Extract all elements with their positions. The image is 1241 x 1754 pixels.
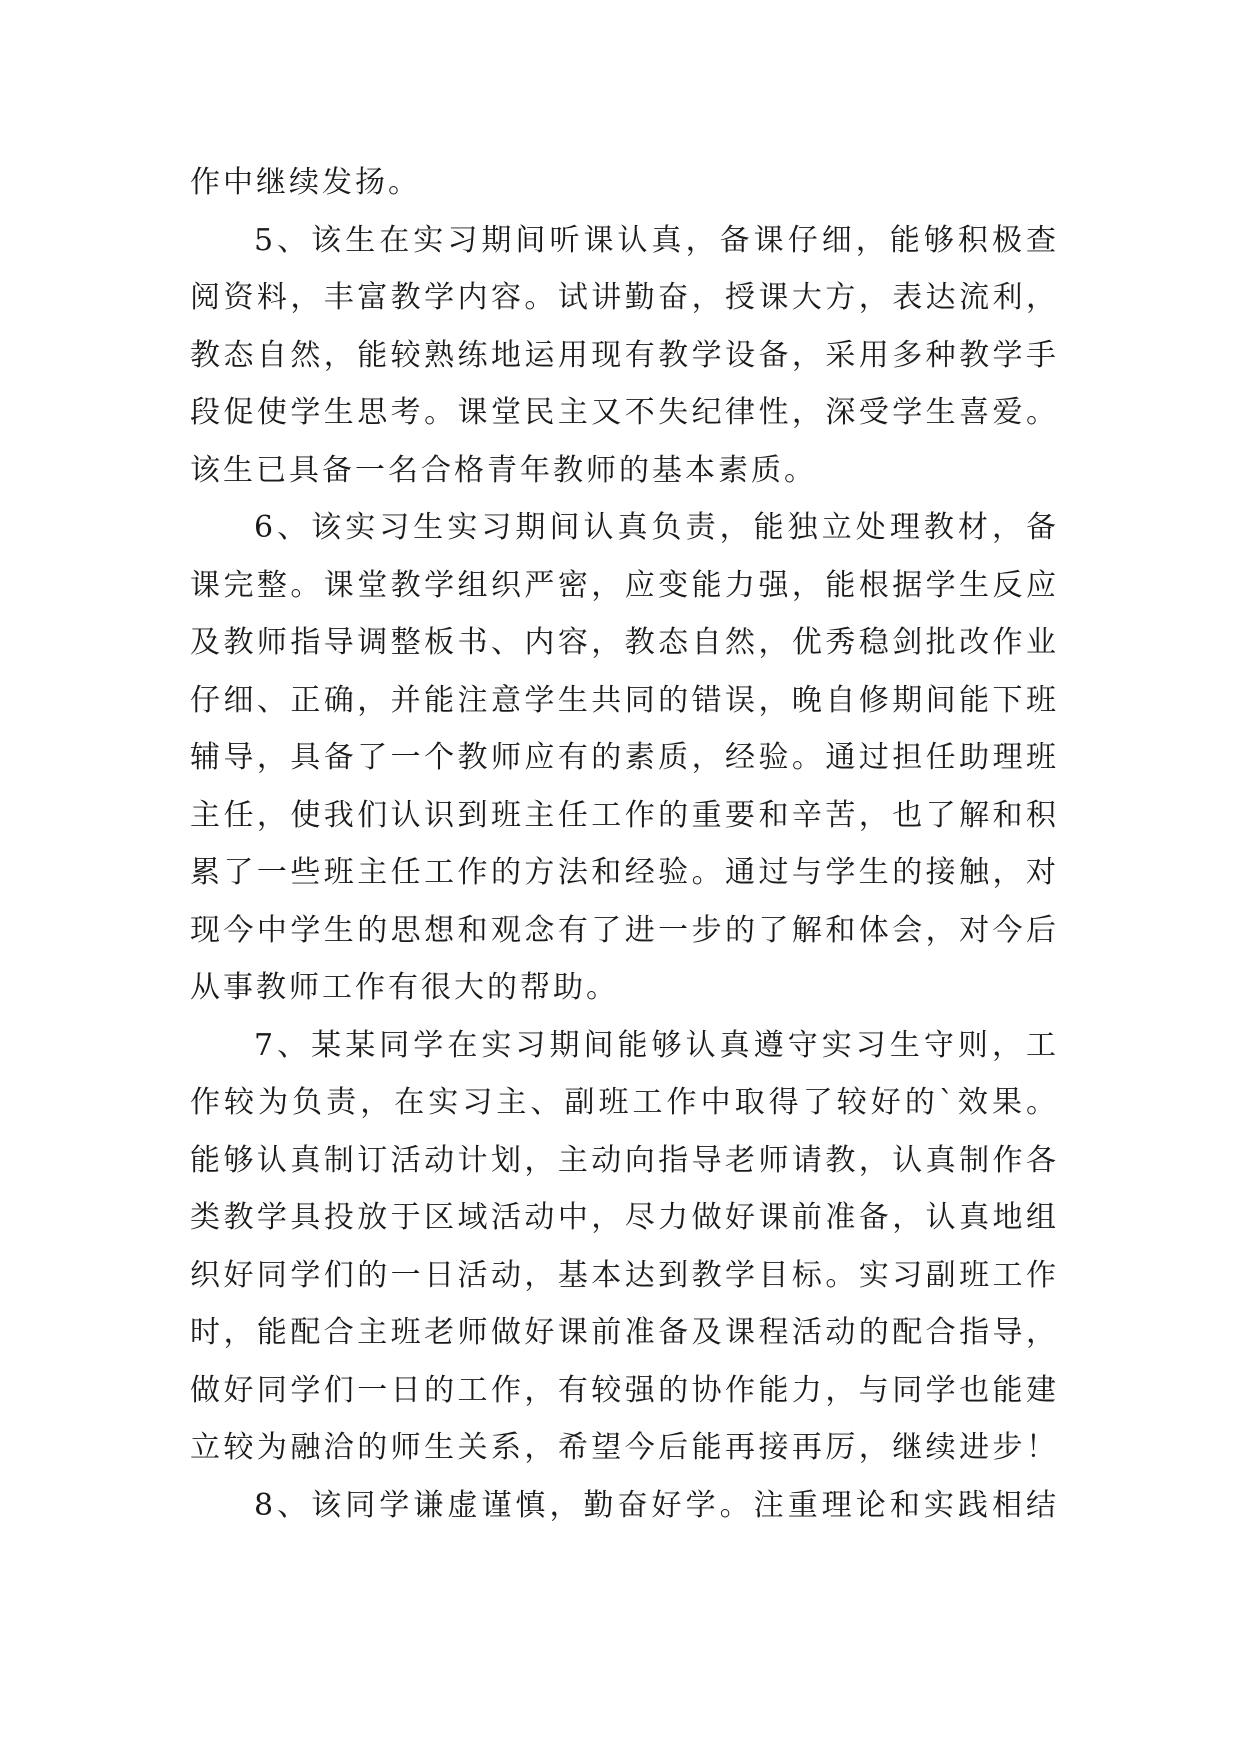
paragraph-line: 能够认真制订活动计划，主动向指导老师请教，认真制作各: [190, 1142, 1056, 1178]
paragraph-line: 及教师指导调整板书、内容，教态自然，优秀稳剑批改作业: [190, 625, 1056, 660]
paragraph-line: 作较为负责，在实习主、副班工作中取得了较好的`效果。: [190, 1085, 1056, 1120]
paragraph-line: 现今中学生的思想和观念有了进一步的了解和体会，对今后: [190, 912, 1056, 948]
paragraph-line: 教态自然，能较熟练地运用现有教学设备，采用多种教学手: [190, 337, 1056, 373]
paragraph-7-start-line: 7、某某同学在实习期间能够认真遵守实习生守则，工: [254, 1027, 1056, 1063]
paragraph-8-start-line: 8、该同学谦虚谨慎，勤奋好学。注重理论和实践相结: [254, 1487, 1056, 1523]
paragraph-6-start-line: 6、该实习生实习期间认真负责，能独立处理教材，备: [254, 510, 1056, 545]
paragraph-line: 辅导，具备了一个教师应有的素质，经验。通过担任助理班: [190, 740, 1056, 775]
paragraph-line: 作中继续发扬。: [190, 165, 421, 200]
paragraph-line: 课完整。课堂教学组织严密，应变能力强，能根据学生反应: [190, 567, 1056, 603]
paragraph-line: 立较为融洽的师生关系，希望今后能再接再厉，继续进步！: [190, 1430, 1056, 1465]
paragraph-line: 从事教师工作有很大的帮助。: [190, 970, 619, 1005]
paragraph-line: 做好同学们一日的工作，有较强的协作能力，与同学也能建: [190, 1372, 1056, 1408]
paragraph-line: 阅资料，丰富教学内容。试讲勤奋，授课大方，表达流利，: [190, 280, 1056, 315]
paragraph-line: 类教学具投放于区域活动中，尽力做好课前准备，认真地组: [190, 1200, 1056, 1235]
paragraph-line: 仔细、正确，并能注意学生共同的错误，晚自修期间能下班: [190, 682, 1056, 718]
paragraph-line: 该生已具备一名合格青年教师的基本素质。: [190, 452, 817, 488]
paragraph-5-start-line: 5、该生在实习期间听课认真，备课仔细，能够积极查: [254, 222, 1056, 258]
paragraph-line: 主任，使我们认识到班主任工作的重要和辛苦，也了解和积: [190, 797, 1056, 833]
document-body: [190, 154, 1056, 1534]
paragraph-line: 织好同学们的一日活动，基本达到教学目标。实习副班工作: [190, 1257, 1056, 1293]
paragraph-line: 段促使学生思考。课堂民主又不失纪律性，深受学生喜爱。: [190, 395, 1056, 430]
paragraph-line: 累了一些班主任工作的方法和经验。通过与学生的接触，对: [190, 855, 1056, 890]
paragraph-line: 时，能配合主班老师做好课前准备及课程活动的配合指导，: [190, 1315, 1056, 1350]
